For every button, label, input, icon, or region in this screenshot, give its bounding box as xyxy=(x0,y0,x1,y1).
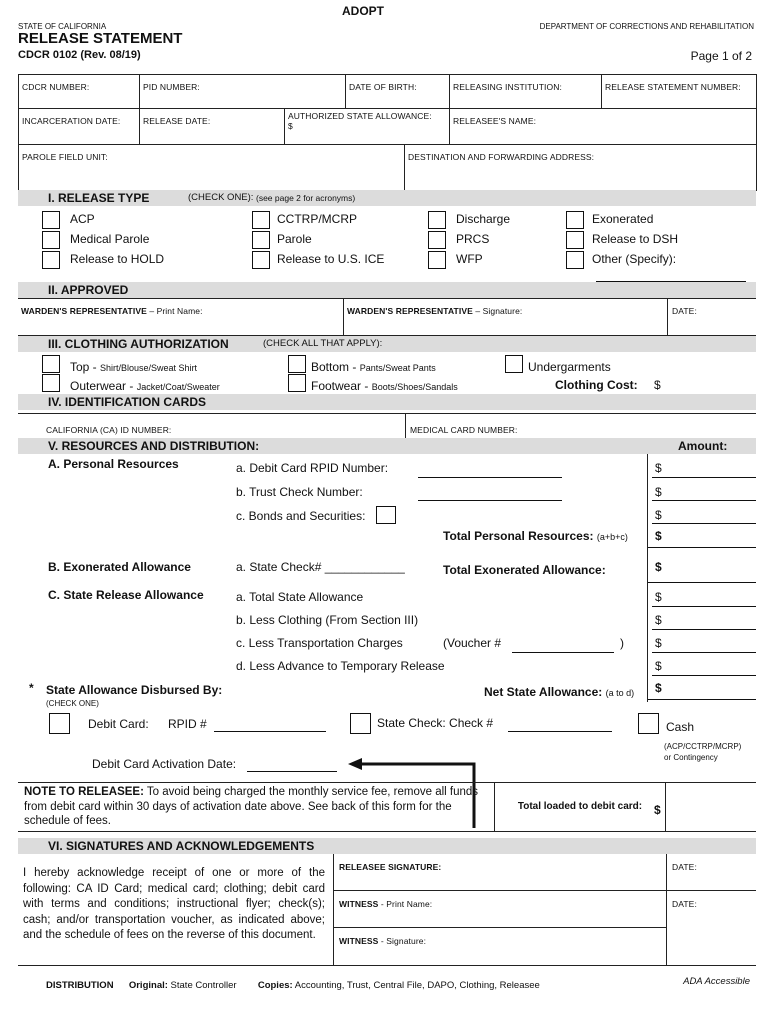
section-3-sub: (CHECK ALL THAT APPLY): xyxy=(263,338,383,349)
amount-b-dollar: $ xyxy=(655,485,662,499)
disbursed-star: * xyxy=(29,681,34,695)
state-label: STATE OF CALIFORNIA xyxy=(18,22,107,31)
parole-field-unit-field[interactable]: PAROLE FIELD UNIT: xyxy=(19,145,405,191)
top-clothing-label: Top - Shirt/Blouse/Sweat Shirt xyxy=(70,360,198,374)
debit-card-rpid-line[interactable] xyxy=(418,477,562,478)
authorized-allowance-field[interactable]: AUTHORIZED STATE ALLOWANCE: $ xyxy=(285,109,450,145)
signature-column xyxy=(333,854,667,965)
voucher-label: (Voucher # xyxy=(443,636,502,650)
outerwear-label: Outerwear - Jacket/Coat/Sweater xyxy=(70,379,220,393)
voucher-line[interactable] xyxy=(512,652,614,653)
section-1-sub: (CHECK ONE): xyxy=(188,192,254,203)
section-5-title: V. RESOURCES AND DISTRIBUTION: xyxy=(48,439,260,453)
section-4-header xyxy=(18,394,756,410)
form-number: CDCR 0102 (Rev. 08/19) xyxy=(18,49,141,61)
acp-checkbox[interactable] xyxy=(42,211,60,229)
net-state-allowance-dollar: $ xyxy=(655,681,662,695)
amount-cb-line[interactable] xyxy=(652,629,756,630)
medical-parole-checkbox[interactable] xyxy=(42,231,60,249)
releasee-signature-field[interactable]: RELEASEE SIGNATURE: xyxy=(334,854,666,891)
cctrp-label: CCTRP/MCRP xyxy=(277,212,357,226)
section-6-header xyxy=(18,838,756,854)
id-cards-row xyxy=(18,413,756,439)
other-label: Other (Specify): xyxy=(592,252,677,266)
amount-ca-line[interactable] xyxy=(652,606,756,607)
section-1-title: I. RELEASE TYPE xyxy=(48,191,150,205)
release-to-dsh-checkbox[interactable] xyxy=(566,231,584,249)
disbursed-by-label: State Allowance Disbursed By: xyxy=(46,683,223,697)
parole-checkbox[interactable] xyxy=(252,231,270,249)
exonerated-allowance-title: B. Exonerated Allowance xyxy=(48,560,191,574)
info-grid xyxy=(18,74,757,191)
witness-signature-field[interactable]: WITNESS - Signature: xyxy=(339,936,427,946)
less-advance-label: d. Less Advance to Temporary Release xyxy=(236,659,445,673)
amount-cc-line[interactable] xyxy=(652,652,756,653)
exonerated-checkbox[interactable] xyxy=(566,211,584,229)
clothing-cost-label: Clothing Cost: xyxy=(555,378,638,392)
cash-note-1: (ACP/CCTRP/MCRP) xyxy=(664,742,742,751)
wfp-label: WFP xyxy=(456,252,483,266)
activation-date-line[interactable] xyxy=(247,771,337,772)
total-exonerated-dollar: $ xyxy=(655,560,662,574)
trust-check-line[interactable] xyxy=(418,500,562,501)
original-label: Original: xyxy=(128,980,168,991)
section-3-header xyxy=(18,336,756,352)
amount-c-line[interactable] xyxy=(652,523,756,524)
total-state-allowance-label: a. Total State Allowance xyxy=(236,590,364,604)
acknowledgement-text: I hereby acknowledge receipt of one or more of the following: CA ID Card; medical card; clothing; debit card with terms and conditions; instructional flyer; check(s); cash; and/or transportation voucher, as indicated above; and the schedule of fees on the reverse of this document. xyxy=(23,867,325,941)
footwear-label: Footwear - Boots/Shoes/Sandals xyxy=(311,379,458,393)
bonds-checkbox[interactable] xyxy=(376,506,396,524)
bottom-clothing-label: Bottom - Pants/Sweat Pants xyxy=(311,360,436,374)
less-clothing-label: b. Less Clothing (From Section III) xyxy=(236,613,419,627)
amount-cd-line[interactable] xyxy=(652,675,756,676)
disbursed-check-one: (CHECK ONE) xyxy=(46,699,99,708)
section-2-title: II. APPROVED xyxy=(48,283,129,297)
medical-parole-label: Medical Parole xyxy=(70,232,150,246)
trust-check-label: b. Trust Check Number: xyxy=(236,485,363,499)
state-check-line[interactable] xyxy=(508,731,612,732)
amount-a-dollar: $ xyxy=(655,461,662,475)
exonerated-label: Exonerated xyxy=(592,212,654,226)
incarceration-date-field[interactable]: INCARCERATION DATE: xyxy=(19,109,140,145)
amount-cc-dollar: $ xyxy=(655,636,662,650)
releasee-date-field[interactable]: DATE: xyxy=(667,854,756,891)
section-4-title: IV. IDENTIFICATION CARDS xyxy=(48,395,207,409)
releasee-name-field[interactable]: RELEASEE'S NAME: xyxy=(450,109,757,145)
release-to-hold-label: Release to HOLD xyxy=(70,252,165,266)
discharge-checkbox[interactable] xyxy=(428,211,446,229)
section-2-header xyxy=(18,282,756,298)
amount-c-dollar: $ xyxy=(655,508,662,522)
note-row xyxy=(18,782,756,832)
release-statement-number-field[interactable]: RELEASE STATEMENT NUMBER: xyxy=(602,75,757,109)
page-number: Page 1 of 2 xyxy=(690,49,752,63)
footwear-checkbox[interactable] xyxy=(288,374,306,392)
amount-ca-dollar: $ xyxy=(655,590,662,604)
state-release-allowance-title: C. State Release Allowance xyxy=(48,588,204,602)
adopt-label: ADOPT xyxy=(342,4,384,18)
debit-card-rpid-label: a. Debit Card RPID Number: xyxy=(236,461,389,475)
other-checkbox[interactable] xyxy=(566,251,584,269)
state-check-checkbox[interactable] xyxy=(350,713,371,734)
copies-value: Accounting, Trust, Central File, DAPO, Clothing, Releasee xyxy=(292,980,540,991)
wfp-checkbox[interactable] xyxy=(428,251,446,269)
total-personal-dollar: $ xyxy=(655,529,662,543)
cdcr-number-field[interactable]: CDCR NUMBER: xyxy=(19,75,140,109)
distribution-label: DISTRIBUTION xyxy=(46,980,114,991)
pid-number-field[interactable]: PID NUMBER: xyxy=(140,75,346,109)
cctrp-checkbox[interactable] xyxy=(252,211,270,229)
cash-label: Cash xyxy=(666,720,695,734)
net-state-allowance-label: Net State Allowance: (a to d) xyxy=(484,685,635,699)
cash-checkbox[interactable] xyxy=(638,713,659,734)
rpid-line[interactable] xyxy=(214,731,326,732)
original-value: State Controller xyxy=(167,980,237,991)
total-loaded-label: Total loaded to debit card: xyxy=(517,801,643,812)
total-exonerated-label: Total Exonerated Allowance: xyxy=(443,563,606,577)
less-transportation-label: c. Less Transportation Charges xyxy=(236,636,403,650)
section-1-header xyxy=(18,190,756,206)
bonds-label: c. Bonds and Securities: xyxy=(236,509,366,523)
debit-card-label: Debit Card: xyxy=(88,717,149,731)
prcs-label: PRCS xyxy=(456,232,490,246)
cash-note-2: or Contingency xyxy=(664,753,718,762)
section-1-note: (see page 2 for acronyms) xyxy=(256,193,356,203)
copies-label: Copies: xyxy=(257,980,293,991)
section-6-title: VI. SIGNATURES AND ACKNOWLEDGEMENTS xyxy=(48,839,315,853)
parole-label: Parole xyxy=(277,232,312,246)
net-state-allowance-line[interactable] xyxy=(648,699,756,700)
clothing-cost-dollar: $ xyxy=(654,378,661,392)
outerwear-checkbox[interactable] xyxy=(42,374,60,392)
amount-b-line[interactable] xyxy=(652,500,756,501)
prcs-checkbox[interactable] xyxy=(428,231,446,249)
signatures-block xyxy=(18,854,756,966)
ca-id-field[interactable]: CALIFORNIA (CA) ID NUMBER: xyxy=(18,414,406,438)
amount-cd-dollar: $ xyxy=(655,659,662,673)
release-to-dsh-label: Release to DSH xyxy=(592,232,679,246)
witness-date-field[interactable]: DATE: xyxy=(672,899,697,909)
discharge-label: Discharge xyxy=(456,212,511,226)
warden-date-field[interactable]: DATE: xyxy=(672,306,697,316)
total-personal-label: Total Personal Resources: (a+b+c) xyxy=(443,529,628,543)
release-date-field[interactable]: RELEASE DATE: xyxy=(140,109,285,145)
release-to-hold-checkbox[interactable] xyxy=(42,251,60,269)
amount-a-line[interactable] xyxy=(652,477,756,478)
amount-column-divider xyxy=(647,454,648,702)
warden-signature-field[interactable]: WARDEN'S REPRESENTATIVE – Signature: xyxy=(344,299,668,335)
note-to-releasee: NOTE TO RELEASEE: To avoid being charged the monthly service fee, remove all funds from debit card within 30 days of activation date above. See back of this form for the schedule of fees. xyxy=(24,786,479,827)
distribution-footer xyxy=(46,980,540,991)
voucher-close: ) xyxy=(620,636,624,650)
top-clothing-checkbox[interactable] xyxy=(42,355,60,373)
undergarments-label: Undergarments xyxy=(528,360,611,374)
approved-row xyxy=(18,298,756,336)
acp-label: ACP xyxy=(70,212,95,226)
dob-field[interactable]: DATE OF BIRTH: xyxy=(346,75,450,109)
ada-accessible: ADA Accessible xyxy=(683,976,750,987)
undergarments-checkbox[interactable] xyxy=(505,355,523,373)
rpid-label: RPID # xyxy=(168,717,207,731)
release-to-ice-checkbox[interactable] xyxy=(252,251,270,269)
section-5-header xyxy=(18,438,756,454)
personal-resources-title: A. Personal Resources xyxy=(48,457,179,471)
total-loaded-dollar: $ xyxy=(654,803,661,817)
section-3-title: III. CLOTHING AUTHORIZATION xyxy=(48,337,229,351)
state-check-number-label: a. State Check# ____________ xyxy=(236,560,405,574)
bottom-clothing-checkbox[interactable] xyxy=(288,355,306,373)
witness-print-field[interactable]: WITNESS - Print Name: xyxy=(334,891,666,928)
total-exonerated-line[interactable] xyxy=(648,582,756,583)
release-to-ice-label: Release to U.S. ICE xyxy=(277,252,385,266)
form-title: RELEASE STATEMENT xyxy=(18,30,183,47)
destination-address-field[interactable]: DESTINATION AND FORWARDING ADDRESS: xyxy=(405,145,757,191)
warden-print-name-field[interactable]: WARDEN'S REPRESENTATIVE – Print Name: xyxy=(18,299,344,335)
total-loaded-label-cell xyxy=(494,783,666,831)
amount-label: Amount: xyxy=(678,439,728,453)
amount-cb-dollar: $ xyxy=(655,613,662,627)
activation-date-label: Debit Card Activation Date: xyxy=(92,757,237,771)
department-label: DEPARTMENT OF CORRECTIONS AND REHABILITATION xyxy=(539,22,754,31)
releasing-institution-field[interactable]: RELEASING INSTITUTION: xyxy=(450,75,602,109)
state-check-label: State Check: Check # xyxy=(377,716,494,730)
debit-card-checkbox[interactable] xyxy=(49,713,70,734)
medical-card-field[interactable]: MEDICAL CARD NUMBER: xyxy=(410,425,518,435)
total-personal-line[interactable] xyxy=(648,547,756,548)
